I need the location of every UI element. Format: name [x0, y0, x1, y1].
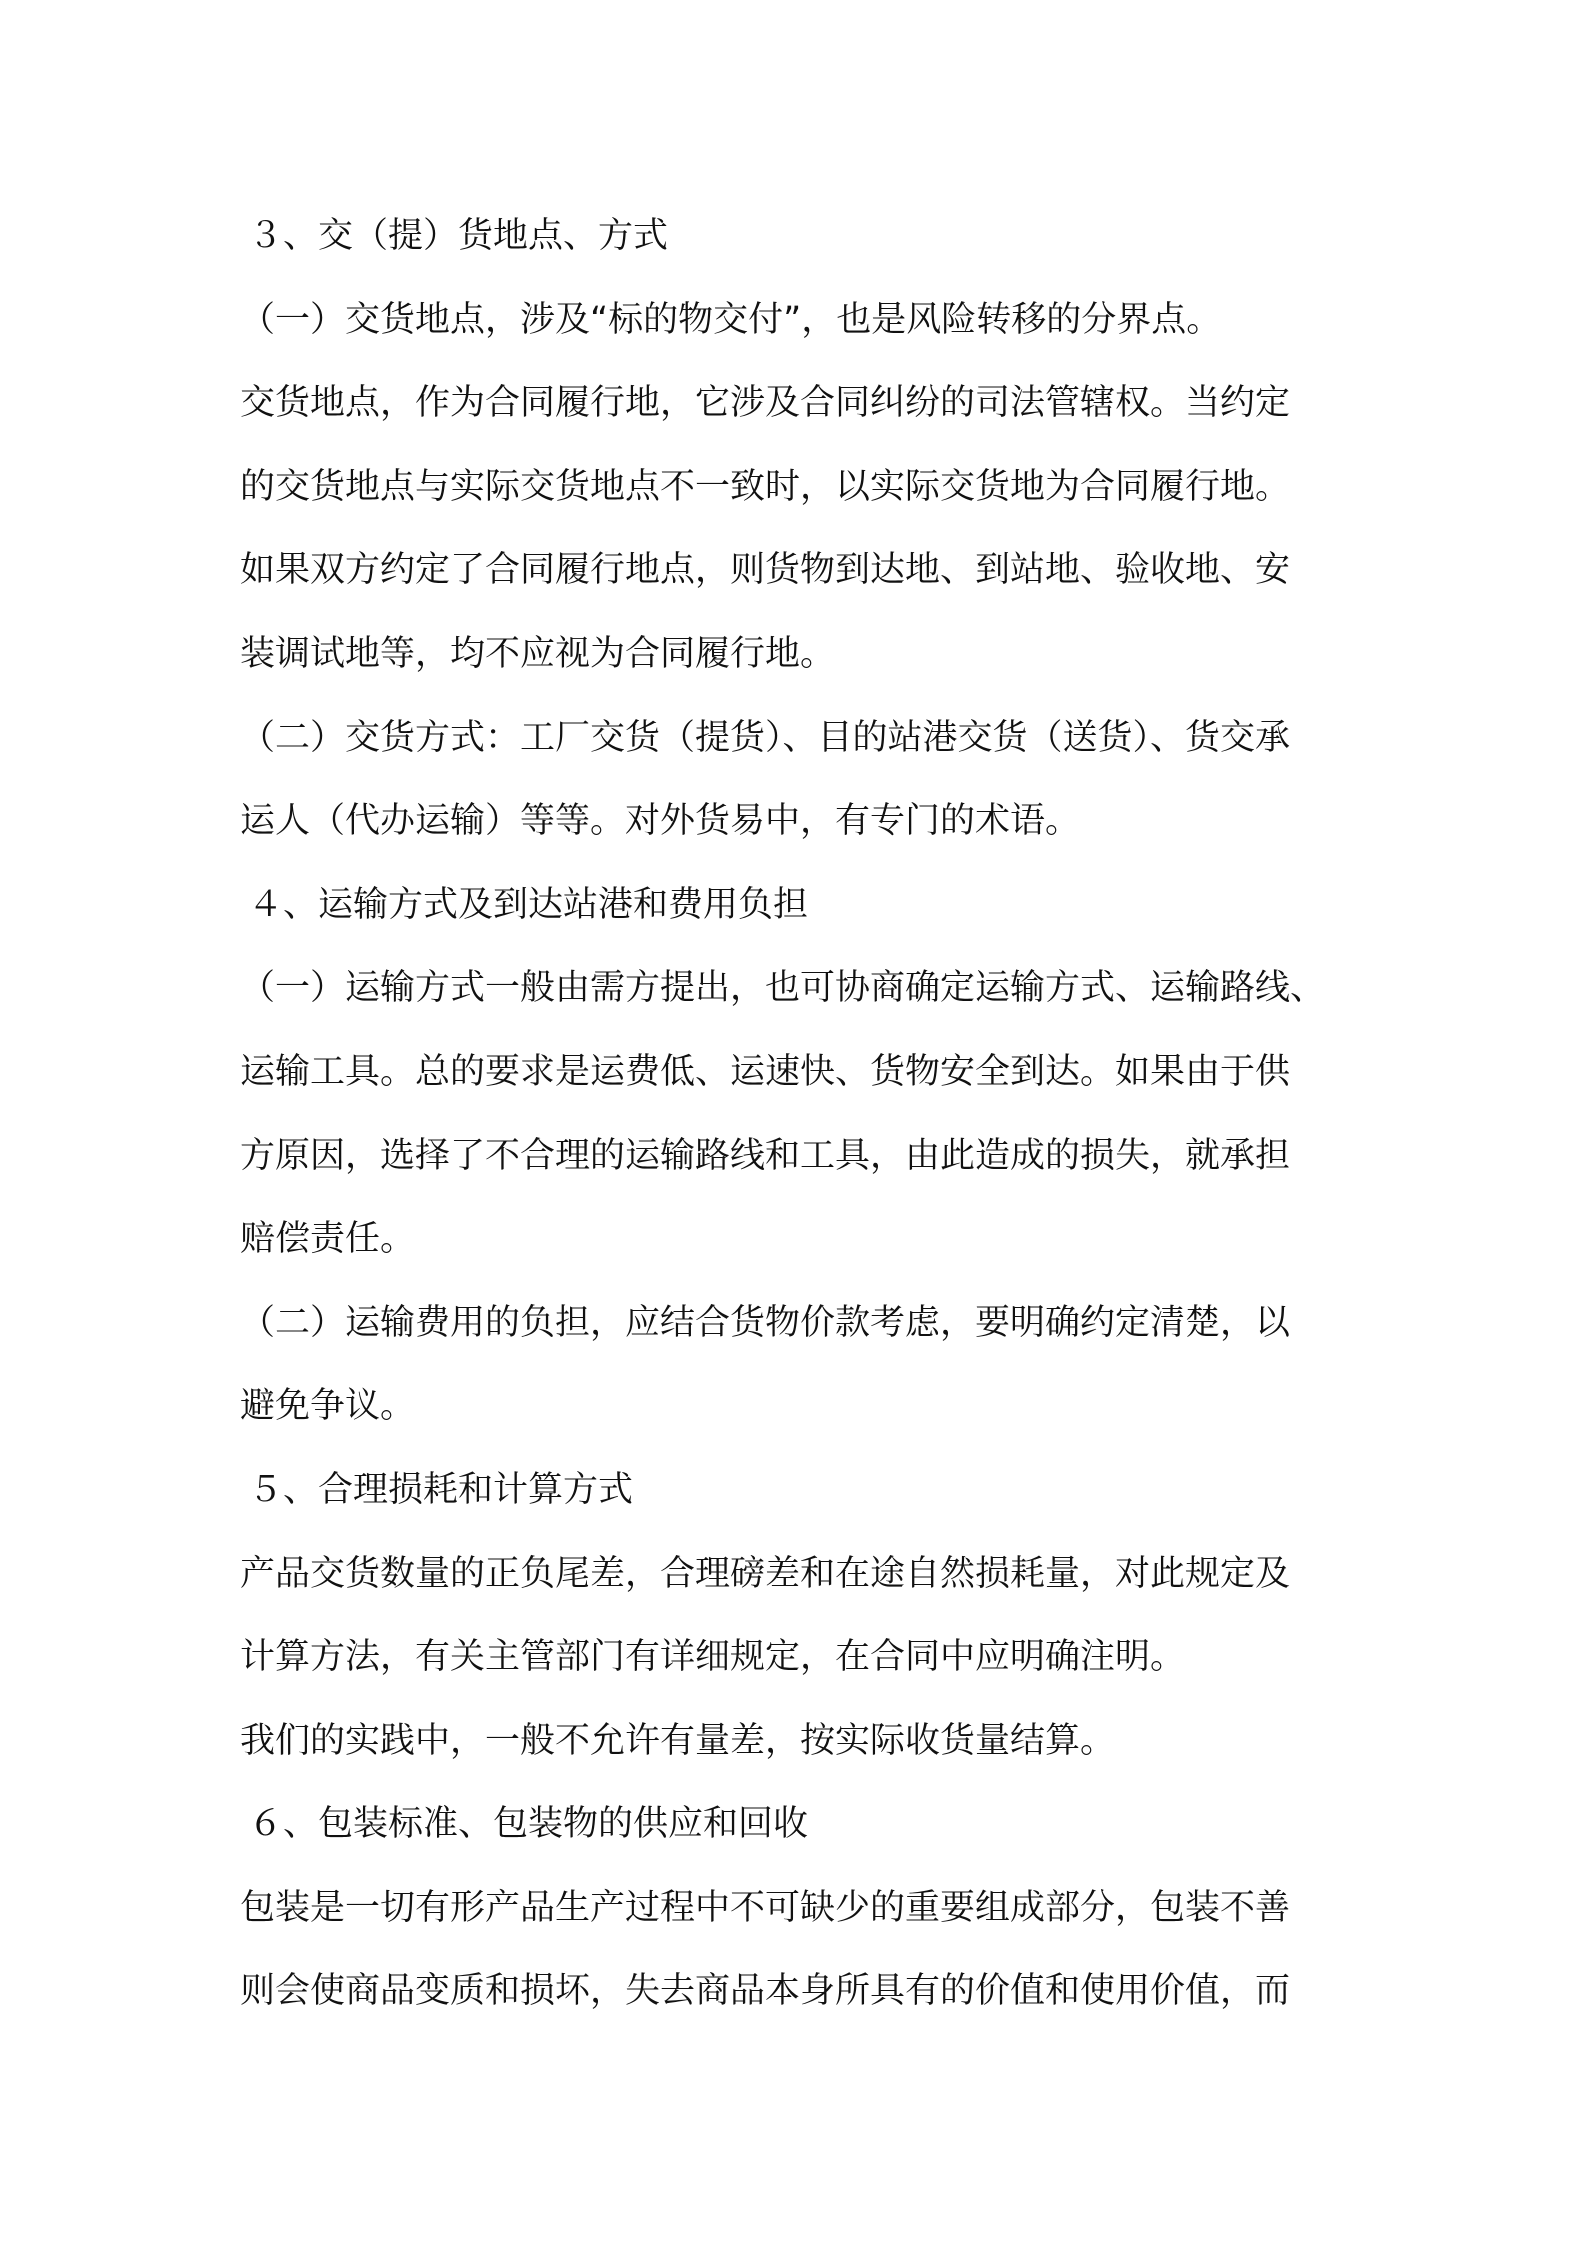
paragraph-line: 我们的实践中，一般不允许有量差，按实际收货量结算。 [240, 1720, 1116, 1761]
paragraph-line: 计算方法，有关主管部门有详细规定，在合同中应明确注明。 [240, 1637, 1186, 1678]
paragraph-line: 赔偿责任。 [240, 1219, 416, 1260]
paragraph-line: 包装是一切有形产品生产过程中不可缺少的重要组成部分，包装不善 [240, 1887, 1291, 1928]
paragraph-line: 的交货地点与实际交货地点不一致时，以实际交货地为合同履行地。 [240, 466, 1291, 507]
paragraph-line: 运输工具。总的要求是运费低、运速快、货物安全到达。如果由于供 [240, 1051, 1291, 1092]
paragraph-line: 运人（代办运输）等等。对外货易中，有专门的术语。 [240, 801, 1081, 842]
paragraph-line: 装调试地等，均不应视为合同履行地。 [240, 633, 836, 674]
section-heading-5: ５、合理损耗和计算方式 [248, 1469, 634, 1510]
section-heading-6: ６、包装标准、包装物的供应和回收 [248, 1804, 809, 1845]
section-heading-3: ３、交（提）货地点、方式 [248, 216, 669, 256]
paragraph-line: （一）交货地点，涉及“标的物交付”，也是风险转移的分界点。 [240, 299, 1222, 340]
paragraph-line: 方原因，选择了不合理的运输路线和工具，由此造成的损失，就承担 [240, 1135, 1291, 1176]
paragraph-line: 则会使商品变质和损坏，失去商品本身所具有的价值和使用价值，而 [240, 1971, 1291, 2012]
paragraph-line: 交货地点，作为合同履行地，它涉及合同纠纷的司法管辖权。当约定 [240, 383, 1291, 424]
paragraph-line: （二）交货方式：工厂交货（提货）、目的站港交货（送货）、货交承 [240, 717, 1291, 758]
section-heading-4: ４、运输方式及到达站港和费用负担 [248, 884, 809, 925]
paragraph-line: （二）运输费用的负担，应结合货物价款考虑，要明确约定清楚，以 [240, 1302, 1291, 1343]
document-body [240, 195, 1355, 2034]
paragraph-line: （一）运输方式一般由需方提出，也可协商确定运输方式、运输路线、 [240, 968, 1326, 1009]
paragraph-line: 避免争议。 [240, 1386, 416, 1427]
paragraph-line: 如果双方约定了合同履行地点，则货物到达地、到站地、验收地、安 [240, 550, 1291, 591]
paragraph-line: 产品交货数量的正负尾差，合理磅差和在途自然损耗量，对此规定及 [240, 1553, 1291, 1594]
